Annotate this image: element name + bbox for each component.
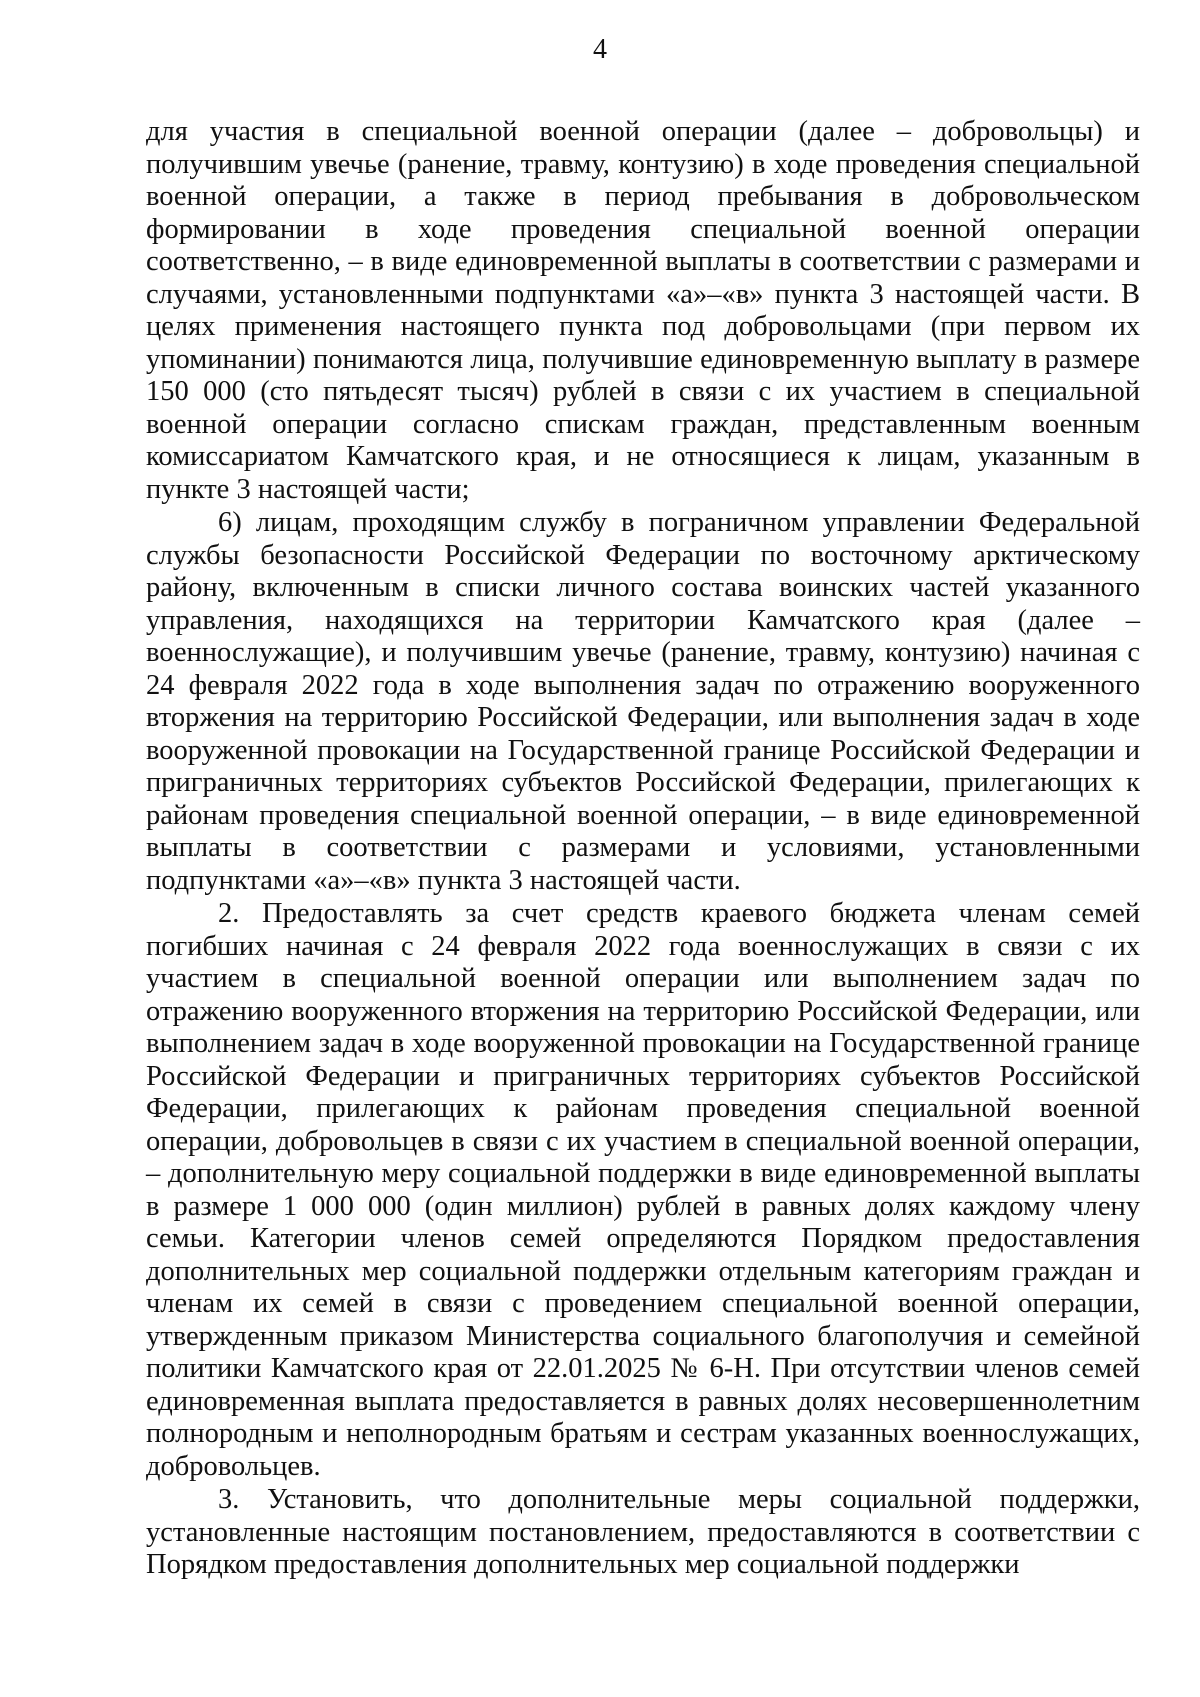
paragraph-continuation: для участия в специальной военной операции (далее – добровольцы) и получившим увечье (ранение, травму, контузию) в ходе проведения специальной военной операции, а также в период пребывания в добровольческом формировании в ходе проведения специальной военной операции соответственно, – в виде единовременной выплаты в соответствии с размерами и случаями, установленными подпунктами «а»–«в» пункта 3 настоящей части. В целях применения настоящего пункта под добровольцами (при первом их упоминании) понимаются лица, получившие единовременную выплату в размере 150 000 (сто пятьдесят тысяч) рублей в связи с их участием в специальной военной операции согласно спискам граждан, представленным военным комиссариатом Камчатского края, и не относящиеся к лицам, указанным в пункте 3 настоящей части; xyxy=(146,116,1140,505)
paragraph-clause-2: 2. Предоставлять за счет средств краевого бюджета членам семей погибших начиная с 24 февраля 2022 года военнослужащих в связи с их участием в специальной военной операции или выполнением задач по отражению вооруженного вторжения на территорию Российской Федерации, или выполнением задач в ходе вооруженной провокации на Государственной границе Российской Федерации и приграничных территориях субъектов Российской Федерации, прилегающих к районам проведения специальной военной операции, добровольцев в связи с их участием в специальной военной операции, – дополнительную меру социальной поддержки в виде единовременной выплаты в размере 1 000 000 (один миллион) рублей в равных долях каждому члену семьи. Категории членов семей определяются Порядком предоставления дополнительных мер социальной поддержки отдельным категориям граждан и членам их семей в связи с проведением специальной военной операции, утвержденным приказом Министерства социального благополучия и семейной политики Камчатского края от 22.01.2025 № 6-Н. При отсутствии членов семей единовременная выплата предоставляется в равных долях несовершеннолетним полнородным и неполнородным братьям и сестрам указанных военнослужащих, добровольцев. xyxy=(146,898,1140,1482)
page-number: 4 xyxy=(593,34,607,65)
paragraph-clause-3: 3. Установить, что дополнительные меры социальной поддержки, установленные настоящим постановлением, предоставляются в соответствии с Порядком предоставления дополнительных мер социальной поддержки xyxy=(146,1484,1140,1580)
document-body xyxy=(146,116,1140,1582)
paragraph-item-6: 6) лицам, проходящим службу в пограничном управлении Федеральной службы безопасности Российской Федерации по восточному арктическому району, включенным в списки личного состава воинских частей указанного управления, находящихся на территории Камчатского края (далее – военнослужащие), и получившим увечье (ранение, травму, контузию) начиная с 24 февраля 2022 года в ходе выполнения задач по отражению вооруженного вторжения на территорию Российской Федерации, или выполнения задач в ходе вооруженной провокации на Государственной границе Российской Федерации и приграничных территориях субъектов Российской Федерации, прилегающих к районам проведения специальной военной операции, – в виде единовременной выплаты в соответствии с размерами и условиями, установленными подпунктами «а»–«в» пункта 3 настоящей части. xyxy=(146,507,1140,896)
